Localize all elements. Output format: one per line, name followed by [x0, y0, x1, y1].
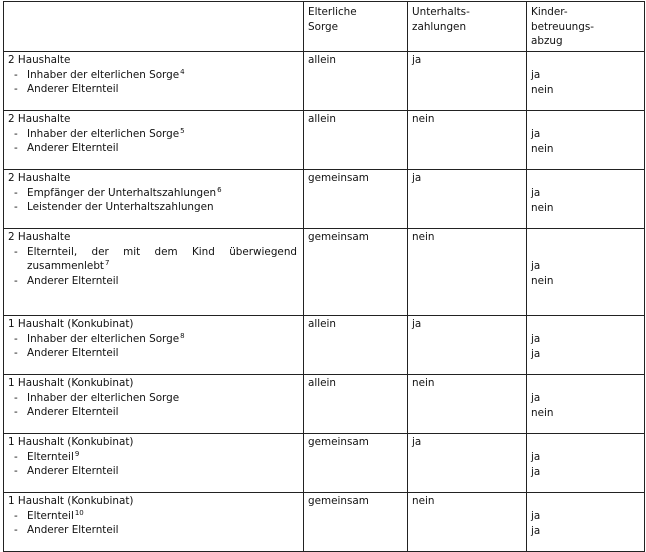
abzug-first-party: ja	[531, 392, 541, 404]
first-party-label: Inhaber der elterlichen Sorge	[27, 127, 180, 140]
case-title: 2 Haushalte	[8, 54, 71, 66]
sorge-cell: gemeinsam	[304, 229, 408, 316]
abzug-first-party: ja	[531, 451, 541, 463]
case-title: 1 Haushalt (Konkubinat)	[8, 377, 134, 389]
unterhalt-cell: ja	[408, 316, 527, 375]
case-title: 1 Haushalt (Konkubinat)	[8, 318, 134, 330]
table-row	[4, 316, 645, 375]
list-dash: -	[14, 201, 18, 213]
table-row	[4, 52, 645, 111]
sorge-cell: allein	[304, 375, 408, 434]
abzug-first-party: ja	[531, 260, 541, 272]
list-dash: -	[14, 524, 18, 536]
table-row	[4, 170, 645, 229]
footnote-ref: 10	[74, 508, 84, 517]
abzug-second-party: ja	[531, 465, 541, 478]
abzug-cell	[527, 434, 645, 493]
unterhalt-cell: ja	[408, 434, 527, 493]
abzug-second-party: nein	[531, 274, 554, 287]
list-dash: -	[14, 391, 18, 404]
first-party-label: Inhaber der elterlichen Sorge	[27, 68, 180, 81]
abzug-first-party: ja	[531, 187, 541, 199]
list-dash: -	[14, 127, 18, 140]
first-party-label: Inhaber der elterlichen Sorge	[27, 332, 180, 345]
second-party-label: Anderer Elternteil	[27, 142, 119, 154]
case-cell	[4, 375, 304, 434]
abzug-cell	[527, 316, 645, 375]
second-party-label: Anderer Elternteil	[27, 274, 119, 287]
header-empty	[4, 2, 304, 52]
header-unterhaltszahlungen: Unterhalts- zahlungen	[408, 2, 527, 52]
abzug-second-party: ja	[531, 524, 541, 537]
case-cell	[4, 52, 304, 111]
unterhalt-cell: ja	[408, 170, 527, 229]
sorge-cell: allein	[304, 111, 408, 170]
abzug-first-party: ja	[531, 128, 541, 140]
table-row	[4, 111, 645, 170]
list-dash: -	[14, 186, 18, 199]
custody-table	[3, 1, 645, 552]
list-dash: -	[14, 465, 18, 477]
abzug-second-party: nein	[531, 83, 554, 96]
sorge-cell: gemeinsam	[304, 493, 408, 552]
header-kinderbetreuungsabzug: Kinder- betreuungs- abzug	[527, 2, 645, 52]
second-party-label: Anderer Elternteil	[27, 83, 119, 95]
second-party	[8, 346, 303, 361]
second-party-label: Anderer Elternteil	[27, 524, 119, 536]
case-title: 1 Haushalt (Konkubinat)	[8, 436, 134, 448]
footnote-ref: 7	[105, 259, 110, 267]
abzug-second-party: ja	[531, 347, 541, 360]
list-dash: -	[14, 68, 18, 81]
abzug-first-party: ja	[531, 333, 541, 345]
table-row	[4, 375, 645, 434]
second-party	[8, 464, 303, 479]
first-party	[8, 245, 303, 274]
footnote-ref: 4	[180, 67, 185, 76]
second-party-label: Anderer Elternteil	[27, 406, 119, 418]
footnote-ref: 6	[217, 185, 222, 194]
second-party-label: Anderer Elternteil	[27, 465, 119, 477]
first-party	[8, 186, 303, 201]
second-party	[8, 200, 303, 215]
abzug-first-party: ja	[531, 69, 541, 81]
second-party	[8, 405, 303, 420]
first-party	[8, 332, 303, 347]
unterhalt-cell: nein	[408, 229, 527, 316]
case-cell	[4, 434, 304, 493]
list-dash: -	[14, 274, 18, 287]
footnote-ref: 8	[180, 331, 185, 340]
case-title: 2 Haushalte	[8, 172, 71, 184]
table-body	[4, 52, 645, 552]
abzug-cell	[527, 111, 645, 170]
first-party	[8, 68, 303, 83]
list-dash: -	[14, 347, 18, 359]
first-party-label: Inhaber der elterlichen Sorge	[27, 391, 180, 404]
table-row	[4, 434, 645, 493]
sorge-cell: allein	[304, 52, 408, 111]
list-dash: -	[14, 83, 18, 95]
list-dash: -	[14, 406, 18, 418]
table-row	[4, 493, 645, 552]
abzug-cell	[527, 375, 645, 434]
first-party-label: Elternteil	[27, 509, 74, 522]
first-party-label: Empfänger der Unterhaltszahlungen	[27, 186, 217, 199]
case-cell	[4, 111, 304, 170]
unterhalt-cell: nein	[408, 375, 527, 434]
first-party	[8, 127, 303, 142]
list-dash: -	[14, 450, 18, 463]
abzug-cell	[527, 229, 645, 316]
unterhalt-cell: nein	[408, 493, 527, 552]
second-party-label: Leistender der Unterhaltszahlungen	[27, 201, 214, 213]
first-party	[8, 450, 303, 465]
first-party-label: Elternteil, der mit dem Kind überwiegend zusammenlebt	[27, 245, 297, 272]
list-dash: -	[14, 245, 18, 258]
footnote-ref: 5	[180, 126, 185, 135]
first-party-label: Elternteil	[27, 450, 74, 463]
table-row	[4, 229, 645, 316]
case-cell	[4, 493, 304, 552]
unterhalt-cell: ja	[408, 52, 527, 111]
header-row	[4, 2, 645, 52]
sorge-cell: gemeinsam	[304, 434, 408, 493]
case-cell	[4, 170, 304, 229]
first-party	[8, 509, 303, 524]
abzug-second-party: nein	[531, 142, 554, 155]
second-party-label: Anderer Elternteil	[27, 347, 119, 359]
header-elterliche-sorge: Elterliche Sorge	[304, 2, 408, 52]
sorge-cell: gemeinsam	[304, 170, 408, 229]
second-party	[8, 523, 303, 538]
abzug-cell	[527, 170, 645, 229]
abzug-first-party: ja	[531, 510, 541, 522]
unterhalt-cell: nein	[408, 111, 527, 170]
footnote-ref: 9	[74, 449, 80, 458]
sorge-cell: allein	[304, 316, 408, 375]
case-title: 1 Haushalt (Konkubinat)	[8, 495, 134, 507]
first-party	[8, 391, 303, 406]
abzug-second-party: nein	[531, 406, 554, 419]
second-party	[8, 82, 303, 97]
case-cell	[4, 229, 304, 316]
abzug-cell	[527, 52, 645, 111]
list-dash: -	[14, 509, 18, 522]
second-party	[8, 141, 303, 156]
abzug-second-party: nein	[531, 201, 554, 214]
second-party	[8, 274, 303, 289]
case-title: 2 Haushalte	[8, 231, 71, 243]
case-cell	[4, 316, 304, 375]
abzug-cell	[527, 493, 645, 552]
list-dash: -	[14, 332, 18, 345]
list-dash: -	[14, 142, 18, 154]
case-title: 2 Haushalte	[8, 113, 71, 125]
